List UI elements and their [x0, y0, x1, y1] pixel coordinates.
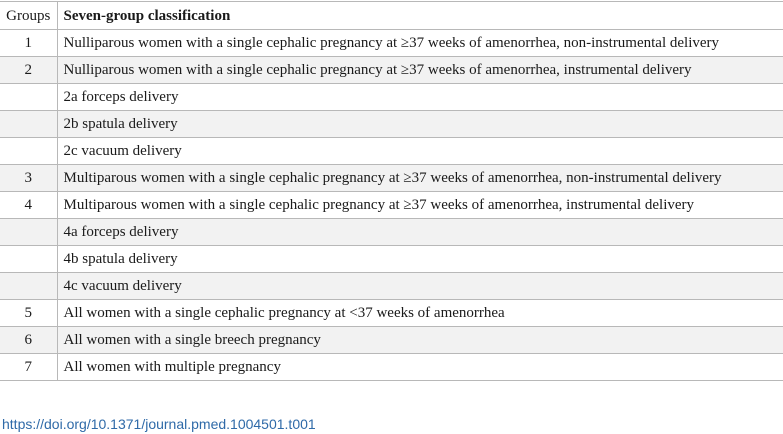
group-number-cell: [0, 84, 57, 111]
table-row: [0, 30, 783, 57]
group-number-cell: [0, 246, 57, 273]
group-number-cell: 1: [0, 30, 57, 57]
classification-text-cell: 2c vacuum delivery: [57, 138, 783, 165]
group-number-cell: 4: [0, 192, 57, 219]
classification-text-cell: 4c vacuum delivery: [57, 273, 783, 300]
table-header-row: [0, 2, 783, 30]
classification-table-container: [0, 1, 783, 381]
classification-text-cell: 4b spatula delivery: [57, 246, 783, 273]
table-row: [0, 354, 783, 381]
classification-text-cell: All women with a single cephalic pregnancy at <37 weeks of amenorrhea: [57, 300, 783, 327]
group-number-cell: [0, 138, 57, 165]
classification-text-cell: Nulliparous women with a single cephalic pregnancy at ≥37 weeks of amenorrhea, instrumental delivery: [57, 57, 783, 84]
table-row: [0, 84, 783, 111]
classification-text-cell: All women with a single breech pregnancy: [57, 327, 783, 354]
group-number-cell: 3: [0, 165, 57, 192]
doi-link[interactable]: https://doi.org/10.1371/journal.pmed.1004501.t001: [2, 416, 316, 432]
table-row: [0, 300, 783, 327]
classification-text-cell: 2a forceps delivery: [57, 84, 783, 111]
classification-text-cell: 4a forceps delivery: [57, 219, 783, 246]
group-number-cell: [0, 273, 57, 300]
seven-group-classification-table: [0, 1, 783, 381]
table-row: [0, 246, 783, 273]
classification-text-cell: Multiparous women with a single cephalic pregnancy at ≥37 weeks of amenorrhea, non-instrumental delivery: [57, 165, 783, 192]
group-number-cell: [0, 219, 57, 246]
classification-text-cell: Nulliparous women with a single cephalic pregnancy at ≥37 weeks of amenorrhea, non-instrumental delivery: [57, 30, 783, 57]
classification-text-cell: Multiparous women with a single cephalic pregnancy at ≥37 weeks of amenorrhea, instrumental delivery: [57, 192, 783, 219]
classification-column-header: Seven-group classification: [57, 2, 783, 30]
classification-text-cell: 2b spatula delivery: [57, 111, 783, 138]
group-number-cell: 6: [0, 327, 57, 354]
table-row: [0, 111, 783, 138]
groups-column-header: Groups: [0, 2, 57, 30]
table-row: [0, 219, 783, 246]
table-row: [0, 273, 783, 300]
classification-text-cell: All women with multiple pregnancy: [57, 354, 783, 381]
table-row: [0, 192, 783, 219]
table-row: [0, 57, 783, 84]
group-number-cell: [0, 111, 57, 138]
group-number-cell: 5: [0, 300, 57, 327]
table-row: [0, 165, 783, 192]
table-body: [0, 30, 783, 381]
table-row: [0, 138, 783, 165]
group-number-cell: 2: [0, 57, 57, 84]
table-row: [0, 327, 783, 354]
group-number-cell: 7: [0, 354, 57, 381]
